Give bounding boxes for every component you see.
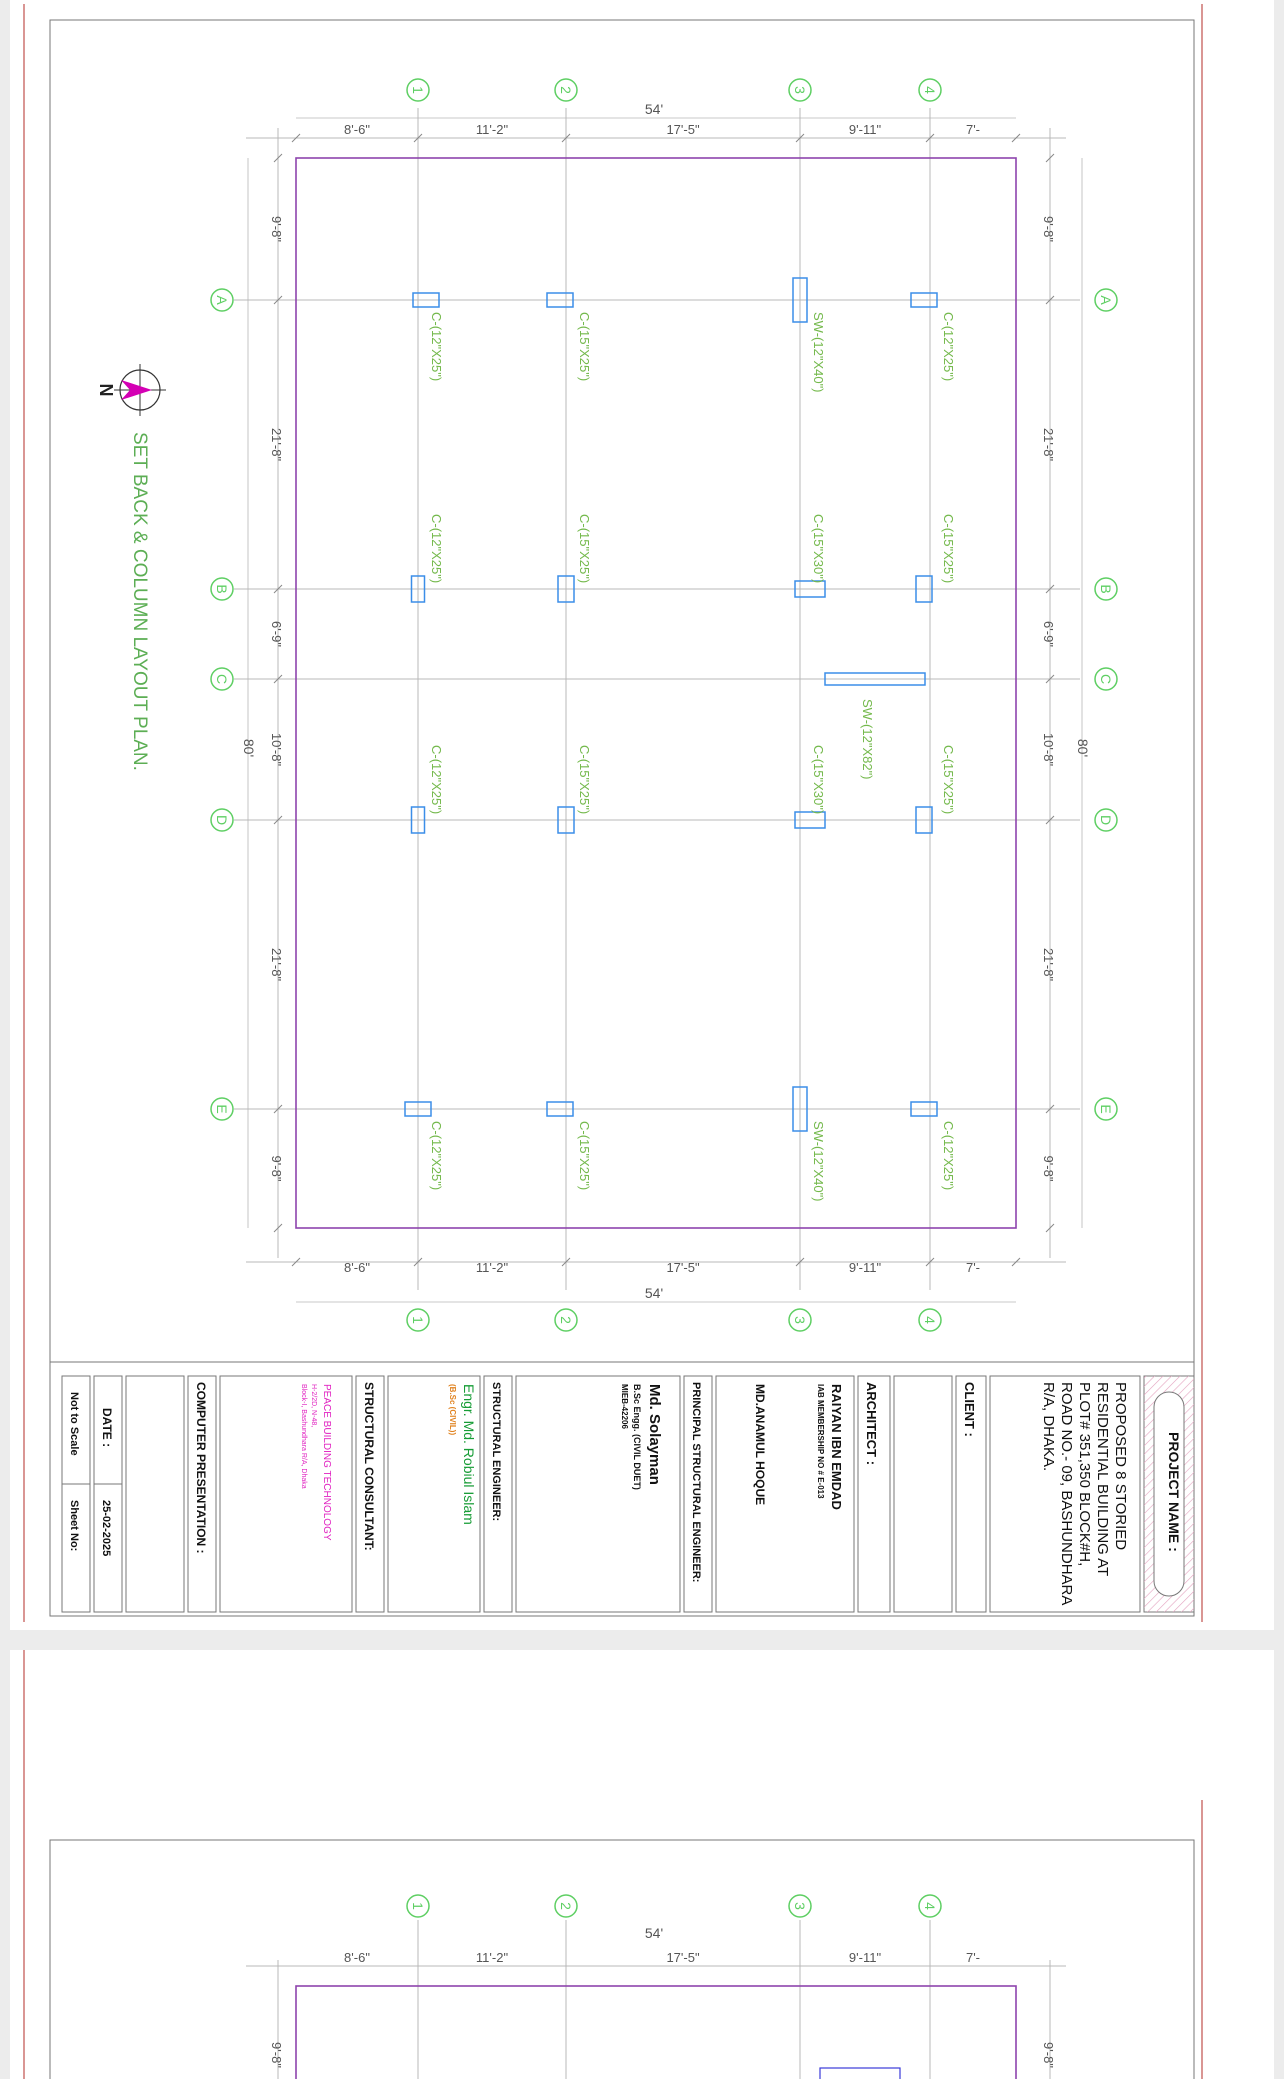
dim-vertical: 6'-9"	[269, 621, 284, 647]
grid-bubble-row-right: A	[1098, 295, 1114, 305]
grid-bubble-col-top: 3	[792, 1902, 808, 1910]
grid-bubble-col-bottom: 1	[410, 1316, 426, 1324]
principal-name: Md. Solayman	[646, 1384, 663, 1485]
dim-horizontal: 8'-6"	[344, 1260, 370, 1275]
element-label: SW-(12"X40")	[811, 312, 826, 393]
grid-bubble-row-right: D	[1098, 814, 1114, 826]
structural-name: Engr. Md. Robiul Islam	[461, 1384, 477, 1525]
grid-bubble-row-right: B	[1098, 584, 1114, 594]
grid-bubble-col-top: 2	[558, 1902, 574, 1910]
grid-lines	[234, 108, 1080, 1290]
principal-label: PRINCIPAL STRUCTURAL ENGINEER:	[690, 1382, 702, 1583]
grid-bubble-col-bottom: 3	[792, 1316, 808, 1324]
dim-horizontal: 9'-11"	[848, 1950, 882, 1965]
dim-vertical: 9'-8"	[1041, 2042, 1056, 2068]
grid-bubbles-2	[407, 1895, 941, 1917]
title-block-text	[68, 1382, 1182, 1605]
plan-drawing-2	[10, 1650, 1274, 2079]
grid-bubbles	[211, 79, 1117, 1331]
north-label: N	[96, 383, 116, 397]
grid-bubble-col-top: 1	[410, 86, 426, 94]
plot-outline	[296, 158, 1016, 1228]
dimension-lines	[241, 101, 1091, 1302]
dim-horizontal: 17'-5"	[666, 122, 700, 137]
structural-label: STRUCTURAL ENGINEER:	[490, 1382, 502, 1522]
consultant-addr-1: H-2/2D, N-48,	[310, 1384, 317, 1428]
project-line-5: R/A, DHAKA.	[1040, 1382, 1057, 1472]
grid-bubble-row-left: E	[214, 1104, 230, 1114]
element-label: SW-(12"X40")	[811, 1121, 826, 1202]
grid-bubble-row-left: B	[214, 584, 230, 594]
dim-horizontal: 7'-	[965, 122, 981, 137]
drawing-sheet-2	[10, 1650, 1274, 2079]
dim-horizontal: 11'-2"	[475, 1260, 509, 1275]
consultant-addr-2: Block-I, Bashundhara R/A, Dhaka	[300, 1384, 307, 1489]
dim-overall-horizontal: 54'	[644, 1925, 664, 1941]
dim-horizontal: 9'-11"	[848, 1260, 882, 1275]
dim-horizontal: 11'-2"	[475, 122, 509, 137]
project-line-4: ROAD NO.- 09, BASHUNDHARA	[1058, 1382, 1075, 1606]
element-label: C-(15"X25")	[577, 745, 592, 815]
sheet-label: Sheet No:	[68, 1500, 80, 1552]
principal-degree: B.Sc Engg. (CIVIL DUET)	[632, 1384, 642, 1490]
dim-horizontal: 11'-2"	[475, 1950, 509, 1965]
grid-bubble-col-top: 1	[410, 1902, 426, 1910]
dim-overall-vertical: 80'	[241, 738, 257, 758]
dim-horizontal: 7'-	[965, 1950, 981, 1965]
project-name-label: PROJECT NAME :	[1166, 1432, 1182, 1552]
grid-bubble-col-bottom: 2	[558, 1316, 574, 1324]
consultant-label: STRUCTURAL CONSULTANT:	[362, 1382, 376, 1551]
plan-title: SET BACK & COLUMN LAYOUT PLAN.	[129, 432, 150, 771]
architect-membership: IAB MEMBERSHIP NO # E-013	[816, 1384, 825, 1499]
client-label: CLIENT :	[962, 1382, 977, 1437]
grid-bubble-row-left: A	[214, 295, 230, 305]
dim-vertical: 21'-8"	[1041, 427, 1056, 462]
element-label: C-(15"X25")	[941, 745, 956, 815]
dim-horizontal: 7'-	[965, 1260, 981, 1275]
dim-vertical: 9'-8"	[1041, 1155, 1056, 1182]
plan-drawing	[10, 0, 1274, 1630]
element-label: C-(12"X25")	[941, 312, 956, 382]
dim-vertical: 21'-8"	[269, 427, 284, 462]
date-value: 25-02-2025	[100, 1500, 112, 1557]
grid-bubble-col-top: 2	[558, 86, 574, 94]
plot-outline-2	[296, 1986, 1016, 2079]
element-label: C-(15"X25")	[577, 1121, 592, 1191]
dim-vertical: 6'-9"	[1041, 621, 1056, 647]
dim-vertical: 10'-8"	[1041, 732, 1056, 767]
dim-vertical: 10'-8"	[269, 732, 284, 767]
architect2-name: MD.ANAMUL HOQUE	[753, 1384, 767, 1506]
dim-vertical: 9'-8"	[269, 2042, 284, 2068]
sheet-frame	[24, 4, 1202, 1622]
dimension-lines-2	[246, 1925, 1066, 2079]
date-label: DATE :	[100, 1408, 114, 1448]
dim-vertical: 9'-8"	[269, 1155, 284, 1182]
grid-bubble-row-right: C	[1098, 673, 1114, 685]
grid-bubble-col-top: 3	[792, 86, 808, 94]
architect-name: RAIYAN IBN EMDAD	[829, 1384, 844, 1510]
element-label: C-(12"X25")	[941, 1121, 956, 1191]
structural-elements	[405, 278, 956, 1202]
element-label: SW-(12"X82")	[860, 699, 875, 780]
project-line-1: PROPOSED 8 STORIED	[1112, 1382, 1129, 1551]
grid-lines-2	[418, 1920, 930, 2079]
element-label: C-(15"X30")	[811, 514, 826, 584]
grid-bubble-col-top: 4	[922, 86, 938, 94]
grid-bubble-row-left: D	[214, 814, 230, 826]
structural-degree: (B.Sc (CIVIL))	[448, 1384, 457, 1436]
element-label: C-(12"X25")	[429, 1121, 444, 1191]
element-label: C-(15"X30")	[811, 745, 826, 815]
grid-bubble-row-left: C	[214, 673, 230, 685]
dim-horizontal: 8'-6"	[344, 1950, 370, 1965]
element-label: C-(12"X25")	[429, 312, 444, 382]
project-line-3: PLOT# 351,350 BLOCK#H,	[1076, 1382, 1093, 1567]
element-label: C-(15"X25")	[577, 312, 592, 382]
computer-label: COMPUTER PRESENTATION :	[194, 1382, 208, 1554]
north-arrow-icon	[114, 364, 166, 416]
scale-label: Not to Scale	[68, 1392, 80, 1456]
dim-vertical: 21'-8"	[1041, 947, 1056, 982]
dim-overall-vertical: 80'	[1075, 738, 1091, 758]
element-label: C-(12"X25")	[429, 745, 444, 815]
element-label: C-(12"X25")	[429, 514, 444, 584]
dim-horizontal: 8'-6"	[344, 122, 370, 137]
dim-horizontal: 9'-11"	[848, 122, 882, 137]
dim-overall-horizontal: 54'	[644, 1285, 664, 1301]
dim-vertical: 21'-8"	[269, 947, 284, 982]
element-label: C-(15"X25")	[577, 514, 592, 584]
project-line-2: RESIDENTIAL BUILDING AT	[1094, 1382, 1111, 1577]
dim-overall-horizontal: 54'	[644, 101, 664, 117]
dim-vertical: 9'-8"	[269, 216, 284, 242]
principal-reg: MIEB-42206	[620, 1384, 629, 1429]
column-partial	[820, 2068, 900, 2079]
grid-bubble-col-top: 4	[922, 1902, 938, 1910]
drawing-sheet-1	[10, 0, 1274, 1630]
element-label: C-(15"X25")	[941, 514, 956, 584]
grid-bubble-col-bottom: 4	[922, 1316, 938, 1324]
consultant-name: PEACE BUILDING TECHNOLOGY	[321, 1384, 332, 1541]
architect-label: ARCHITECT :	[864, 1382, 879, 1466]
dim-vertical: 9'-8"	[1041, 216, 1056, 242]
dim-horizontal: 17'-5"	[666, 1950, 700, 1965]
dim-horizontal: 17'-5"	[666, 1260, 700, 1275]
grid-bubble-row-right: E	[1098, 1104, 1114, 1114]
